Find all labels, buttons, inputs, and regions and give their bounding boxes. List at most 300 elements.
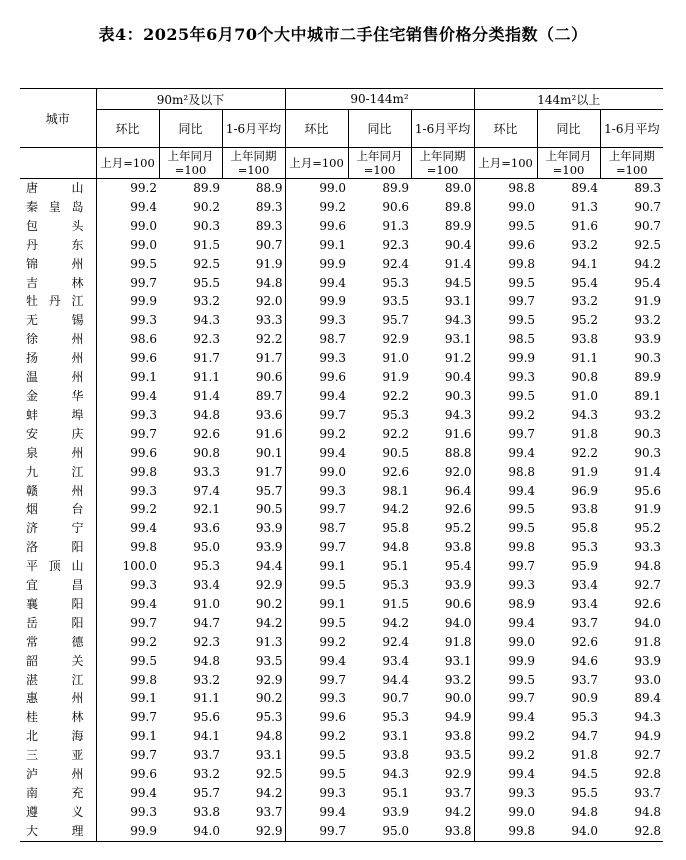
index-value: 92.0 <box>222 292 285 311</box>
index-value: 94.7 <box>193 615 220 630</box>
index-value: 90.7 <box>222 236 285 255</box>
index-value: 93.5 <box>411 746 474 765</box>
index-value: 99.6 <box>319 370 347 385</box>
index-value: 99.3 <box>319 483 347 498</box>
index-value: 99.3 <box>319 691 347 706</box>
index-value: 99.3 <box>130 483 157 498</box>
index-value: 93.7 <box>571 615 599 630</box>
index-value: 94.5 <box>411 274 474 293</box>
index-value: 99.4 <box>508 445 536 460</box>
index-value: 93.5 <box>382 294 410 309</box>
index-value: 90.7 <box>634 199 662 214</box>
index-value: 93.9 <box>382 804 410 819</box>
index-value: 94.8 <box>193 653 220 668</box>
index-value: 99.9 <box>130 294 157 309</box>
index-value: 91.7 <box>222 349 285 368</box>
index-value: 92.8 <box>600 822 663 841</box>
index-value: 99.4 <box>319 653 347 668</box>
index-value: 93.3 <box>222 311 285 330</box>
table-row <box>20 519 663 538</box>
index-value: 88.8 <box>411 444 474 463</box>
base-header: 上年同月=100 <box>159 148 222 179</box>
city-name: 吉林 <box>20 274 96 293</box>
index-value: 95.2 <box>634 521 662 536</box>
index-value: 99.7 <box>285 822 348 841</box>
index-value: 92.1 <box>193 502 220 517</box>
index-value: 94.8 <box>222 727 285 746</box>
index-value: 99.0 <box>130 218 157 233</box>
index-value: 99.7 <box>508 691 536 706</box>
index-value: 92.6 <box>193 426 220 441</box>
index-value: 93.2 <box>193 672 220 687</box>
index-value: 90.2 <box>193 199 220 214</box>
index-value: 99.7 <box>130 748 157 763</box>
index-value: 89.9 <box>193 181 220 195</box>
index-value: 95.5 <box>571 786 599 800</box>
city-name: 扬州 <box>20 349 96 368</box>
table-row <box>20 255 663 274</box>
index-value: 93.3 <box>634 540 662 555</box>
index-value: 94.2 <box>411 803 474 822</box>
index-value: 91.1 <box>193 370 220 385</box>
city-name: 宜昌 <box>20 576 96 595</box>
index-value: 92.4 <box>382 256 410 271</box>
group-header-large: 144m²以上 <box>474 89 663 110</box>
table-row <box>20 349 663 368</box>
index-value: 90.6 <box>222 368 285 387</box>
city-name: 锦州 <box>20 255 96 274</box>
index-value: 94.2 <box>634 256 662 271</box>
index-value: 91.9 <box>634 502 662 517</box>
index-value: 93.8 <box>411 538 474 557</box>
base-header: 上年同月=100 <box>348 148 411 179</box>
index-value: 94.2 <box>222 614 285 633</box>
index-value: 90.7 <box>382 691 410 706</box>
index-value: 92.3 <box>193 634 220 649</box>
index-value: 94.3 <box>193 313 220 328</box>
index-value: 93.7 <box>193 748 220 763</box>
metric-header: 1-6月平均 <box>411 110 474 148</box>
index-value: 89.9 <box>634 370 662 385</box>
index-value: 95.7 <box>222 482 285 501</box>
index-value: 93.3 <box>193 464 220 479</box>
index-value: 95.4 <box>411 557 474 576</box>
index-value: 99.0 <box>508 804 536 819</box>
index-value: 99.2 <box>508 729 536 744</box>
index-value: 94.2 <box>382 502 410 517</box>
index-value: 90.8 <box>571 370 599 385</box>
index-value: 99.6 <box>130 351 157 366</box>
index-value: 91.6 <box>222 425 285 444</box>
index-value: 94.0 <box>537 822 600 841</box>
index-value: 99.2 <box>319 729 347 744</box>
index-value: 99.9 <box>96 822 159 841</box>
metric-header: 1-6月平均 <box>600 110 663 148</box>
index-value: 91.8 <box>571 748 599 763</box>
index-value: 99.7 <box>508 559 536 574</box>
index-value: 93.2 <box>634 407 662 422</box>
index-value: 93.7 <box>634 786 662 800</box>
index-value: 99.1 <box>130 370 157 385</box>
city-name: 包头 <box>20 217 96 236</box>
index-value: 90.3 <box>634 426 662 441</box>
table-row <box>20 500 663 519</box>
index-value: 99.7 <box>319 407 347 422</box>
metric-header: 环比 <box>474 110 537 148</box>
index-value: 95.0 <box>193 540 220 555</box>
index-value: 92.7 <box>634 578 662 593</box>
index-value: 99.4 <box>508 710 536 725</box>
index-value: 94.9 <box>411 708 474 727</box>
index-value: 94.3 <box>411 311 474 330</box>
group-header-medium: 90-144m² <box>285 89 474 110</box>
index-value: 93.7 <box>571 672 599 687</box>
index-value: 95.4 <box>634 275 662 290</box>
index-value: 93.5 <box>222 652 285 671</box>
index-value: 92.3 <box>193 332 220 347</box>
index-value: 99.2 <box>130 181 157 195</box>
index-value: 94.7 <box>571 729 599 744</box>
table-row <box>20 784 663 803</box>
index-value: 95.8 <box>382 521 410 536</box>
index-value: 99.6 <box>319 710 347 725</box>
index-value: 92.5 <box>222 765 285 784</box>
index-value: 92.9 <box>382 332 410 347</box>
table-row <box>20 727 663 746</box>
index-value: 98.8 <box>508 464 536 479</box>
index-value: 95.7 <box>193 786 220 800</box>
index-value: 96.4 <box>411 482 474 501</box>
city-column-header: 城市 <box>20 89 96 148</box>
index-value: 90.3 <box>634 445 662 460</box>
index-value: 99.1 <box>319 596 347 611</box>
index-value: 92.9 <box>222 671 285 690</box>
index-value: 99.1 <box>130 729 157 744</box>
index-value: 98.8 <box>508 181 536 195</box>
index-value: 100.0 <box>122 559 157 574</box>
index-value: 90.9 <box>571 691 599 706</box>
index-value: 90.1 <box>222 444 285 463</box>
table-row <box>20 406 663 425</box>
index-value: 95.2 <box>571 313 599 328</box>
index-value: 91.4 <box>411 255 474 274</box>
index-value: 93.2 <box>193 294 220 309</box>
index-value: 93.9 <box>634 332 662 347</box>
index-value: 94.0 <box>411 614 474 633</box>
index-value: 99.1 <box>319 237 347 252</box>
index-value: 99.5 <box>508 313 536 328</box>
index-value: 91.1 <box>571 351 599 366</box>
index-value: 92.6 <box>634 596 662 611</box>
index-value: 91.3 <box>571 199 599 214</box>
index-value: 98.6 <box>130 332 157 347</box>
index-value: 90.2 <box>222 595 285 614</box>
index-value: 99.5 <box>508 218 536 233</box>
index-value: 89.7 <box>222 387 285 406</box>
index-value: 95.1 <box>382 559 410 574</box>
index-value: 94.8 <box>222 274 285 293</box>
index-value: 94.1 <box>571 256 599 271</box>
index-value: 99.2 <box>319 199 347 214</box>
index-value: 99.2 <box>319 634 347 649</box>
city-name: 温州 <box>20 368 96 387</box>
index-value: 99.8 <box>130 540 157 555</box>
city-name: 常德 <box>20 633 96 652</box>
index-value: 93.9 <box>222 538 285 557</box>
index-value: 93.1 <box>222 746 285 765</box>
index-value: 93.6 <box>222 406 285 425</box>
index-value: 93.8 <box>571 332 599 347</box>
index-value: 99.3 <box>319 313 347 328</box>
index-value: 99.3 <box>319 351 347 366</box>
city-name: 惠州 <box>20 689 96 708</box>
index-value: 94.8 <box>634 804 662 819</box>
index-value: 93.8 <box>571 502 599 517</box>
city-name: 泉州 <box>20 444 96 463</box>
index-value: 98.7 <box>319 521 347 536</box>
index-value: 95.9 <box>571 559 599 574</box>
index-value: 99.5 <box>319 767 347 782</box>
index-value: 97.4 <box>193 483 220 498</box>
index-value: 99.5 <box>130 653 157 668</box>
index-value: 95.3 <box>382 710 410 725</box>
index-value: 91.0 <box>193 596 220 611</box>
index-value: 99.8 <box>508 540 536 555</box>
table-row <box>20 292 663 311</box>
index-value: 91.1 <box>193 691 220 706</box>
index-value: 90.3 <box>634 351 662 366</box>
city-name: 丹东 <box>20 236 96 255</box>
index-value: 99.0 <box>508 634 536 649</box>
index-value: 93.4 <box>571 578 599 593</box>
index-value: 93.8 <box>193 804 220 819</box>
index-value: 99.5 <box>130 256 157 271</box>
index-value: 93.2 <box>571 294 599 309</box>
index-value: 99.5 <box>508 521 536 536</box>
index-value: 99.3 <box>130 313 157 328</box>
index-value: 99.5 <box>508 388 536 403</box>
index-value: 99.3 <box>508 578 536 593</box>
index-value: 99.4 <box>130 388 157 403</box>
index-value: 93.8 <box>411 822 474 841</box>
index-value: 95.6 <box>634 483 662 498</box>
index-value: 89.3 <box>222 198 285 217</box>
index-value: 99.4 <box>319 275 347 290</box>
index-value: 99.4 <box>130 786 157 800</box>
index-value: 99.1 <box>319 559 347 574</box>
index-value: 99.8 <box>130 672 157 687</box>
city-name: 济宁 <box>20 519 96 538</box>
index-value: 99.3 <box>508 786 536 800</box>
index-value: 99.7 <box>319 672 347 687</box>
index-value: 95.3 <box>222 708 285 727</box>
index-value: 91.7 <box>222 463 285 482</box>
index-value: 90.4 <box>411 368 474 387</box>
table-row <box>20 746 663 765</box>
index-value: 91.0 <box>382 351 410 366</box>
base-header: 上年同期=100 <box>411 148 474 179</box>
index-value: 89.9 <box>411 217 474 236</box>
index-value: 92.9 <box>222 576 285 595</box>
index-value: 92.8 <box>634 767 662 782</box>
index-value: 93.1 <box>411 330 474 349</box>
index-value: 92.3 <box>382 237 410 252</box>
base-header: 上年同期=100 <box>600 148 663 179</box>
metric-header: 环比 <box>285 110 348 148</box>
index-value: 90.0 <box>411 689 474 708</box>
city-name: 泸州 <box>20 765 96 784</box>
index-value: 89.3 <box>634 181 662 195</box>
index-value: 99.4 <box>508 615 536 630</box>
index-value: 93.1 <box>382 729 410 744</box>
index-value: 93.4 <box>382 653 410 668</box>
index-value: 91.4 <box>193 388 220 403</box>
index-value: 99.5 <box>508 275 536 290</box>
table-header <box>20 89 663 179</box>
index-value: 91.4 <box>634 464 662 479</box>
index-value: 92.6 <box>382 464 410 479</box>
index-value: 95.7 <box>382 313 410 328</box>
index-value: 94.3 <box>411 406 474 425</box>
index-value: 94.8 <box>382 540 410 555</box>
index-value: 95.6 <box>193 710 220 725</box>
index-value: 95.3 <box>382 578 410 593</box>
index-value: 99.1 <box>130 691 157 706</box>
index-value: 99.8 <box>508 256 536 271</box>
index-value: 94.8 <box>571 804 599 819</box>
table-row <box>20 311 663 330</box>
table-body <box>20 179 663 842</box>
group-header-small: 90m²及以下 <box>96 89 285 110</box>
index-value: 92.5 <box>634 237 662 252</box>
index-value: 94.1 <box>193 729 220 744</box>
index-value: 94.5 <box>571 767 599 782</box>
index-value: 94.8 <box>193 407 220 422</box>
index-value: 99.2 <box>508 748 536 763</box>
index-value: 91.5 <box>382 596 410 611</box>
index-value: 90.5 <box>382 445 410 460</box>
index-value: 93.2 <box>411 671 474 690</box>
index-value: 99.3 <box>508 370 536 385</box>
index-value: 99.9 <box>319 256 347 271</box>
table-row <box>20 425 663 444</box>
metric-header: 同比 <box>159 110 222 148</box>
price-index-table <box>20 88 663 842</box>
index-value: 93.9 <box>222 519 285 538</box>
index-value: 91.0 <box>571 388 599 403</box>
index-value: 91.9 <box>382 370 410 385</box>
city-name: 安庆 <box>20 425 96 444</box>
index-value: 93.2 <box>634 313 662 328</box>
table-title: 表4：2025年6月70个大中城市二手住宅销售价格分类指数（二） <box>98 25 588 44</box>
index-value: 99.9 <box>508 351 536 366</box>
table-row <box>20 179 663 198</box>
city-name: 岳阳 <box>20 614 96 633</box>
index-value: 91.7 <box>193 351 220 366</box>
index-value: 91.6 <box>411 425 474 444</box>
index-value: 94.0 <box>634 615 662 630</box>
index-value: 93.4 <box>571 596 599 611</box>
index-value: 99.7 <box>130 710 157 725</box>
index-value: 94.4 <box>382 672 410 687</box>
index-value: 99.8 <box>474 822 537 841</box>
index-value: 94.2 <box>222 784 285 803</box>
table-row <box>20 217 663 236</box>
index-value: 99.7 <box>319 502 347 517</box>
table-row <box>20 198 663 217</box>
index-value: 99.6 <box>508 237 536 252</box>
index-value: 99.7 <box>130 426 157 441</box>
table-row <box>20 576 663 595</box>
city-name: 徐州 <box>20 330 96 349</box>
table-row <box>20 765 663 784</box>
index-value: 99.6 <box>319 218 347 233</box>
city-name: 襄阳 <box>20 595 96 614</box>
index-value: 95.3 <box>382 407 410 422</box>
table-row <box>20 274 663 293</box>
index-value: 99.2 <box>508 407 536 422</box>
table-row <box>20 463 663 482</box>
table-row <box>20 633 663 652</box>
city-name: 赣州 <box>20 482 96 501</box>
index-value: 93.6 <box>193 521 220 536</box>
index-value: 89.4 <box>634 691 662 706</box>
index-value: 93.8 <box>411 727 474 746</box>
index-value: 91.3 <box>382 218 410 233</box>
table-row <box>20 671 663 690</box>
index-value: 89.1 <box>634 388 662 403</box>
index-value: 93.9 <box>411 576 474 595</box>
base-header: 上月=100 <box>96 148 159 179</box>
base-header: 上年同期=100 <box>222 148 285 179</box>
index-value: 90.7 <box>634 218 662 233</box>
index-value: 91.9 <box>634 294 662 309</box>
table-row <box>20 708 663 727</box>
table-row <box>20 595 663 614</box>
city-name: 金华 <box>20 387 96 406</box>
table-row <box>20 387 663 406</box>
index-value: 95.5 <box>193 275 220 290</box>
city-header-spacer <box>20 148 96 179</box>
table-row <box>20 444 663 463</box>
city-name: 韶关 <box>20 652 96 671</box>
table-row <box>20 557 663 576</box>
base-header: 上年同月=100 <box>537 148 600 179</box>
index-value: 95.3 <box>382 275 410 290</box>
index-value: 99.2 <box>130 634 157 649</box>
index-value: 89.8 <box>411 198 474 217</box>
city-name: 平顶山 <box>20 557 96 576</box>
index-value: 95.3 <box>571 710 599 725</box>
index-value: 99.5 <box>508 502 536 517</box>
index-value: 98.7 <box>319 332 347 347</box>
index-value: 93.2 <box>571 237 599 252</box>
index-value: 92.2 <box>382 388 410 403</box>
index-value: 90.2 <box>222 689 285 708</box>
index-value: 99.3 <box>130 804 157 819</box>
index-value: 93.7 <box>222 803 285 822</box>
index-value: 99.7 <box>130 615 157 630</box>
index-value: 99.3 <box>130 578 157 593</box>
index-value: 99.9 <box>508 653 536 668</box>
index-value: 91.9 <box>571 464 599 479</box>
index-value: 90.3 <box>193 218 220 233</box>
table-row <box>20 482 663 501</box>
index-value: 99.7 <box>130 275 157 290</box>
index-value: 98.5 <box>508 332 536 347</box>
index-value: 98.1 <box>382 483 410 498</box>
index-value: 99.5 <box>319 748 347 763</box>
